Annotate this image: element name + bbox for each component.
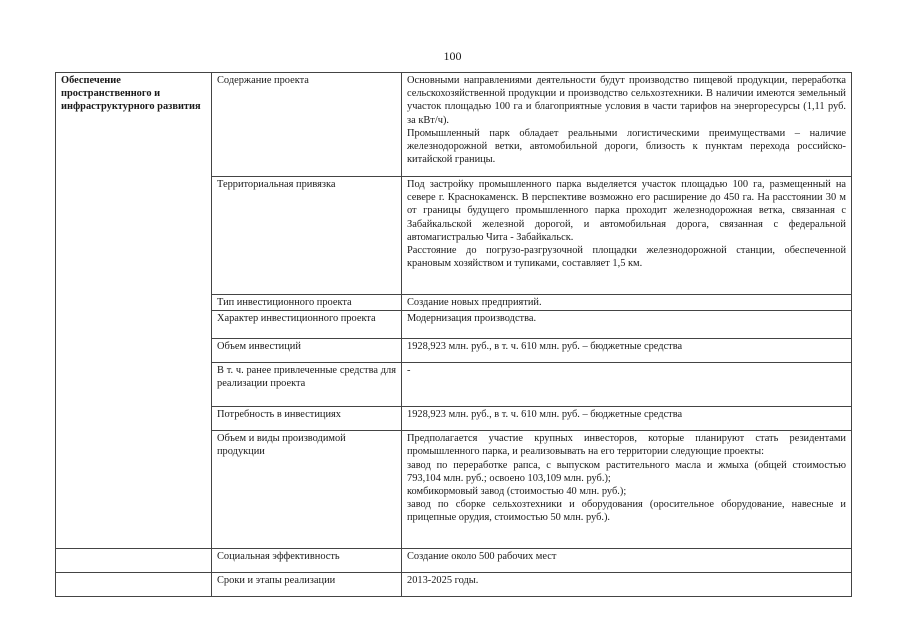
row-content: - — [402, 363, 852, 407]
row-content — [402, 177, 852, 295]
table-row — [56, 73, 852, 177]
section-title: Обеспечение пространственного и инфраструктурного развития — [56, 73, 212, 549]
page-number: 100 — [443, 49, 462, 63]
table-row — [56, 573, 852, 597]
content-paragraph: Под застройку промышленного парка выделяется участок площадью 100 га, размещенный на севере г. Краснокаменск. В перспективе возможно его расширение до 450 га. На расстоянии 30 м от границы будущего промышленного парка проходит железнодорожная ветка, связанная с Забайкальской железной дорогой, и автомобильная дорога, связанная с федеральной автомагистралью Чита - Забайкальск. — [407, 179, 846, 243]
row-content — [402, 431, 852, 549]
row-content: Создание около 500 рабочих мест — [402, 549, 852, 573]
row-label: Потребность в инвестициях — [212, 407, 402, 431]
row-content: 1928,923 млн. руб., в т. ч. 610 млн. руб. – бюджетные средства — [402, 407, 852, 431]
row-content: Модернизация производства. — [402, 311, 852, 339]
empty-cell — [56, 549, 212, 573]
row-label: Территориальная привязка — [212, 177, 402, 295]
content-paragraph: комбикормовый завод (стоимостью 40 млн. руб.); — [407, 486, 627, 498]
content-paragraph: Основными направлениями деятельности будут производство пищевой продукции, переработка сельскохозяйственной продукции и производство сельхозтехники. В наличии имеются земельный участок площадью 100 га и благоприятные условия в части тарифов на энергоресурсы (1,11 руб. за кВт/ч). — [407, 75, 846, 126]
row-content: 1928,923 млн. руб., в т. ч. 610 млн. руб. – бюджетные средства — [402, 339, 852, 363]
table-row — [56, 549, 852, 573]
row-label: Содержание проекта — [212, 73, 402, 177]
project-table — [55, 72, 852, 597]
row-label: Объем инвестиций — [212, 339, 402, 363]
row-content: Создание новых предприятий. — [402, 295, 852, 311]
content-paragraph: завод по переработке рапса, с выпуском растительного масла и жмыха (общей стоимостью 793,104 млн. руб.; освоено 103,109 млн. руб.); — [407, 459, 846, 484]
content-paragraph: завод по сборке сельхозтехники и оборудования (оросительное оборудование, навесные и прицепные орудия, стоимостью 50 млн. руб.). — [407, 499, 846, 524]
content-paragraph: Предполагается участие крупных инвесторов, которые планируют стать резидентами промышленного парка, и реализовывать на его территории следующие проекты: — [407, 433, 846, 458]
row-content: 2013-2025 годы. — [402, 573, 852, 597]
empty-cell — [56, 573, 212, 597]
row-label: Тип инвестиционного проекта — [212, 295, 402, 311]
row-label: Объем и виды производимой продукции — [212, 431, 402, 549]
row-content — [402, 73, 852, 177]
content-paragraph: Расстояние до погрузо-разгрузочной площадки железнодорожной станции, обеспеченной крановым хозяйством и тупиками, составляет 1,5 км. — [407, 245, 846, 270]
row-label: Сроки и этапы реализации — [212, 573, 402, 597]
row-label: В т. ч. ранее привлеченные средства для реализации проекта — [212, 363, 402, 407]
content-paragraph: Промышленный парк обладает реальными логистическими преимуществами – наличие железнодорожной ветки, автомобильной дороги, близость к пунктам перехода российско-китайской границы. — [407, 127, 846, 166]
row-label: Характер инвестиционного проекта — [212, 311, 402, 339]
row-label: Социальная эффективность — [212, 549, 402, 573]
